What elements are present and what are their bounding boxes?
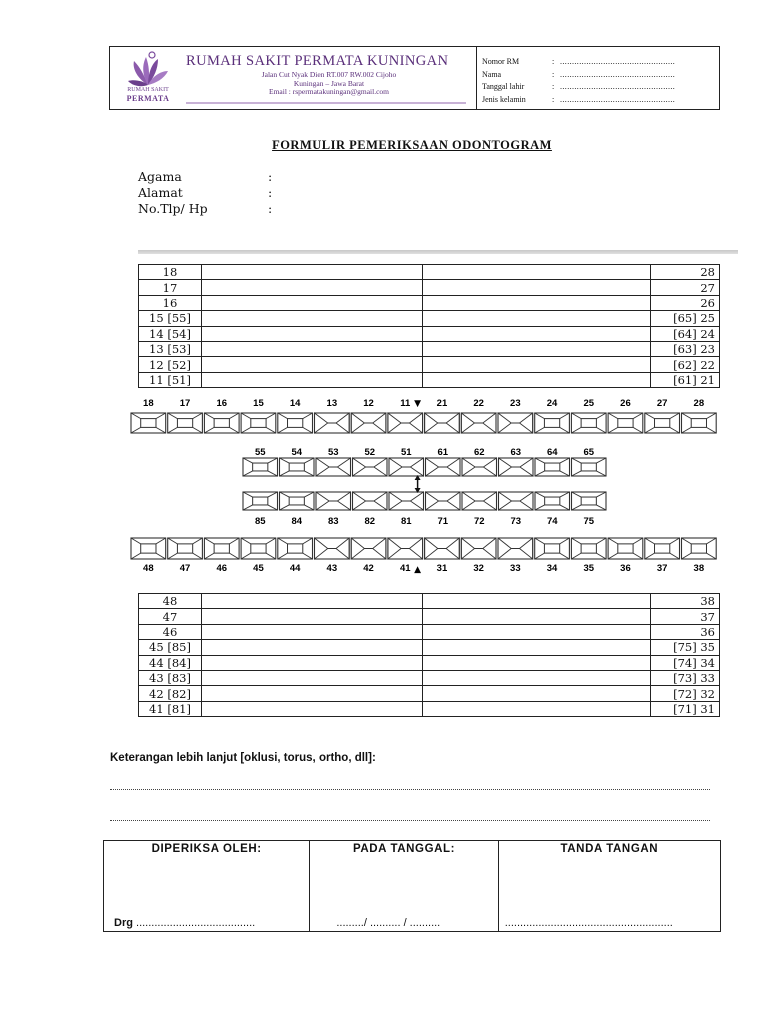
tooth-number-left: [65] 25 <box>651 311 720 326</box>
tooth-number-label: 21 <box>436 398 448 409</box>
tooth-53[interactable] <box>316 458 351 476</box>
tooth-12[interactable] <box>351 413 386 433</box>
tooth-23[interactable] <box>498 413 533 433</box>
tooth-number-left: [73] 33 <box>651 670 720 685</box>
tooth-number-label: 64 <box>546 447 558 458</box>
tooth-15[interactable] <box>241 413 276 433</box>
tooth-number-label: 16 <box>216 398 228 409</box>
tooth-46[interactable] <box>204 538 239 559</box>
tooth-35[interactable] <box>571 538 606 559</box>
tooth-18[interactable] <box>131 413 166 433</box>
tooth-number-label: 18 <box>143 398 154 409</box>
upper-teeth-table <box>138 264 720 388</box>
table-row <box>139 372 720 387</box>
info-label: No.Tlp/ Hp <box>138 201 208 216</box>
tooth-75[interactable] <box>572 492 607 510</box>
info-telepon[interactable] <box>138 201 272 216</box>
tooth-number-right: 12 [52] <box>139 357 202 372</box>
tooth-number-right: 48 <box>139 594 202 609</box>
tooth-number-label: 55 <box>254 447 266 458</box>
tooth-number-label: 13 <box>326 398 338 409</box>
form-title: FORMULIR PEMERIKSAAN ODONTOGRAM <box>272 138 552 152</box>
tooth-number-label: 63 <box>510 447 522 458</box>
hospital-identity <box>110 47 477 109</box>
address-line: Kuningan – Jawa Barat <box>293 78 365 88</box>
finding-cell-left[interactable] <box>423 265 651 280</box>
tooth-31[interactable] <box>425 538 460 559</box>
tooth-number-label: 46 <box>216 563 228 574</box>
finding-cell-left[interactable] <box>423 655 651 670</box>
finding-cell-left[interactable] <box>423 372 651 387</box>
tooth-51[interactable] <box>389 458 424 476</box>
finding-cell-right[interactable] <box>202 686 423 701</box>
signature-field[interactable]: ....................................................... <box>504 917 673 929</box>
tooth-number-label: 75 <box>583 516 595 527</box>
tooth-38[interactable] <box>682 538 717 559</box>
tooth-number-left: [72] 32 <box>651 686 720 701</box>
table-row <box>139 265 720 280</box>
table-row <box>139 686 720 701</box>
tooth-48[interactable] <box>131 538 166 559</box>
finding-cell-right[interactable] <box>202 655 423 670</box>
tooth-number-label: 85 <box>254 516 266 527</box>
tooth-number-label: 33 <box>510 563 521 574</box>
section-divider <box>138 250 738 254</box>
tooth-33[interactable] <box>498 538 533 559</box>
finding-cell-left[interactable] <box>423 326 651 341</box>
tooth-number-label: 31 <box>436 563 448 574</box>
tooth-number-label: 37 <box>656 563 668 574</box>
keterangan-line-2[interactable] <box>110 820 710 821</box>
finding-cell-left[interactable] <box>423 670 651 685</box>
table-row <box>139 341 720 356</box>
diperiksa-oleh-cell <box>104 841 310 931</box>
table-row <box>139 701 720 716</box>
hospital-address <box>186 71 472 97</box>
tooth-54[interactable] <box>280 458 315 476</box>
tooth-number-label: 36 <box>620 563 631 574</box>
tooth-number-label: 38 <box>693 563 705 574</box>
tooth-number-label: 15 <box>253 398 264 409</box>
tooth-73[interactable] <box>499 492 534 510</box>
tooth-number-left: 28 <box>651 265 720 280</box>
tooth-number-right: 13 [53] <box>139 341 202 356</box>
tooth-65[interactable] <box>572 458 607 476</box>
lower-teeth-table <box>138 593 720 717</box>
tooth-number-right: 14 [54] <box>139 326 202 341</box>
info-alamat[interactable] <box>138 185 272 200</box>
tooth-number-right: 47 <box>139 609 202 624</box>
tooth-28[interactable] <box>682 413 717 433</box>
tooth-number-label: 32 <box>473 563 484 574</box>
tooth-number-right: 16 <box>139 295 202 310</box>
tooth-number-right: 17 <box>139 280 202 295</box>
finding-cell-right[interactable] <box>202 326 423 341</box>
finding-cell-right[interactable] <box>202 701 423 716</box>
tooth-number-label: 17 <box>179 398 191 409</box>
table-row <box>139 655 720 670</box>
tooth-number-label: 11 <box>400 398 411 409</box>
tooth-45[interactable] <box>241 538 276 559</box>
tooth-number-label: 44 <box>289 563 301 574</box>
tooth-71[interactable] <box>426 492 461 510</box>
info-label: Agama <box>138 169 182 184</box>
tooth-47[interactable] <box>168 538 203 559</box>
diperiksa-oleh-header: DIPERIKSA OLEH: <box>151 843 262 855</box>
patient-fields <box>482 57 718 107</box>
info-label: Alamat <box>138 185 183 200</box>
odontogram-chart <box>130 388 730 578</box>
tooth-number-right: 45 [85] <box>139 640 202 655</box>
tooth-32[interactable] <box>461 538 496 559</box>
field-colon: : <box>552 57 555 66</box>
midline-arrow-up-icon: ▲ <box>414 565 422 575</box>
hospital-name: RUMAH SAKIT PERMATA KUNINGAN <box>186 53 449 69</box>
tooth-number-right: 41 [81] <box>139 701 202 716</box>
tooth-84[interactable] <box>280 492 315 510</box>
doctor-dots: ....................................... <box>136 917 256 929</box>
tooth-41[interactable] <box>388 538 423 559</box>
tooth-37[interactable] <box>645 538 680 559</box>
tooth-22[interactable] <box>461 413 496 433</box>
tooth-number-right: 42 [82] <box>139 686 202 701</box>
finding-cell-left[interactable] <box>423 311 651 326</box>
signature-table <box>103 840 721 932</box>
tooth-number-left: [63] 23 <box>651 341 720 356</box>
finding-cell-right[interactable] <box>202 640 423 655</box>
tooth-21[interactable] <box>425 413 460 433</box>
info-agama[interactable] <box>138 169 272 184</box>
tooth-82[interactable] <box>353 492 388 510</box>
field-nama[interactable] <box>482 70 718 83</box>
finding-cell-left[interactable] <box>423 280 651 295</box>
table-row <box>139 295 720 310</box>
tooth-number-left: 26 <box>651 295 720 310</box>
tooth-number-right: 44 [84] <box>139 655 202 670</box>
tooth-number-label: 81 <box>400 516 412 527</box>
finding-cell-left[interactable] <box>423 624 651 639</box>
finding-cell-right[interactable] <box>202 594 423 609</box>
tooth-34[interactable] <box>535 538 570 559</box>
logo-small-text: RUMAH SAKIT <box>127 87 169 93</box>
tooth-26[interactable] <box>608 413 643 433</box>
tooth-number-label: 43 <box>326 563 338 574</box>
field-dots: ................................................ <box>560 82 676 92</box>
pada-tanggal-cell <box>310 841 498 931</box>
finding-cell-right[interactable] <box>202 670 423 685</box>
field-dots: ................................................ <box>560 57 676 66</box>
tooth-number-right: 18 <box>139 265 202 280</box>
tooth-number-label: 51 <box>400 447 412 458</box>
tooth-81[interactable] <box>389 492 424 510</box>
tooth-13[interactable] <box>315 413 350 433</box>
field-tanggal-lahir[interactable] <box>482 82 718 95</box>
tooth-number-label: 25 <box>583 398 595 409</box>
finding-cell-right[interactable] <box>202 295 423 310</box>
tooth-number-label: 34 <box>546 563 558 574</box>
tooth-74[interactable] <box>535 492 570 510</box>
info-colon: : <box>268 185 273 200</box>
field-dots: ................................................ <box>560 69 676 79</box>
finding-cell-left[interactable] <box>423 295 651 310</box>
tooth-number-label: 82 <box>364 516 376 527</box>
tooth-number-left: 36 <box>651 624 720 639</box>
tooth-number-label: 26 <box>620 398 631 409</box>
tooth-62[interactable] <box>462 458 497 476</box>
address-line: Jalan Cut Nyak Dien RT.007 RW.002 Cijoho <box>261 70 397 79</box>
tooth-number-label: 73 <box>510 516 522 527</box>
table-row <box>139 311 720 326</box>
tanda-tangan-cell <box>499 841 720 931</box>
tooth-number-label: 61 <box>437 447 449 458</box>
tooth-number-left: [74] 34 <box>651 655 720 670</box>
table-row <box>139 280 720 295</box>
tooth-number-label: 83 <box>327 516 339 527</box>
tooth-number-left: [71] 31 <box>651 701 720 716</box>
tooth-number-label: 23 <box>510 398 521 409</box>
tooth-24[interactable] <box>535 413 570 433</box>
finding-cell-right[interactable] <box>202 341 423 356</box>
tooth-number-label: 53 <box>327 447 339 458</box>
header-box <box>109 46 720 110</box>
tooth-number-label: 65 <box>583 447 595 458</box>
tooth-number-left: [62] 22 <box>651 357 720 372</box>
header-divider <box>186 102 466 104</box>
tooth-number-right: 11 [51] <box>139 372 202 387</box>
field-label: Nomor RM <box>482 57 520 66</box>
field-colon: : <box>552 94 555 104</box>
table-row <box>139 640 720 655</box>
finding-cell-left[interactable] <box>423 701 651 716</box>
keterangan-line-1[interactable] <box>110 789 710 790</box>
tooth-27[interactable] <box>645 413 680 433</box>
finding-cell-right[interactable] <box>202 357 423 372</box>
finding-cell-right[interactable] <box>202 624 423 639</box>
table-row <box>139 594 720 609</box>
info-colon: : <box>268 201 273 216</box>
table-row <box>139 624 720 639</box>
tooth-64[interactable] <box>535 458 570 476</box>
tooth-85[interactable] <box>243 492 278 510</box>
tooth-number-label: 74 <box>546 516 558 527</box>
finding-cell-left[interactable] <box>423 640 651 655</box>
finding-cell-left[interactable] <box>423 341 651 356</box>
tooth-63[interactable] <box>499 458 534 476</box>
finding-cell-left[interactable] <box>423 594 651 609</box>
finding-cell-left[interactable] <box>423 686 651 701</box>
tooth-number-left: [64] 24 <box>651 326 720 341</box>
field-label: Jenis kelamin <box>482 94 526 104</box>
finding-cell-right[interactable] <box>202 265 423 280</box>
field-label: Tanggal lahir <box>482 82 525 92</box>
tooth-61[interactable] <box>426 458 461 476</box>
table-row <box>139 326 720 341</box>
pada-tanggal-header: PADA TANGGAL: <box>352 843 456 855</box>
tooth-number-label: 28 <box>693 398 705 409</box>
tooth-number-left: [61] 21 <box>651 372 720 387</box>
info-colon: : <box>268 169 273 184</box>
tooth-number-right: 43 [83] <box>139 670 202 685</box>
tooth-number-label: 24 <box>546 398 558 409</box>
tooth-number-label: 48 <box>143 563 154 574</box>
date-field[interactable]: ........./ .......... / .......... <box>336 917 441 929</box>
tanda-tangan-header: TANDA TANGAN <box>560 843 659 855</box>
tooth-43[interactable] <box>315 538 350 559</box>
tooth-number-right: 15 [55] <box>139 311 202 326</box>
tooth-number-label: 84 <box>291 516 303 527</box>
tooth-44[interactable] <box>278 538 313 559</box>
tooth-52[interactable] <box>353 458 388 476</box>
table-row <box>139 670 720 685</box>
midline-arrow-down-icon: ▼ <box>414 399 422 409</box>
finding-cell-left[interactable] <box>423 357 651 372</box>
finding-cell-right[interactable] <box>202 311 423 326</box>
tooth-number-label: 54 <box>291 447 303 458</box>
tooth-17[interactable] <box>168 413 203 433</box>
tooth-number-label: 35 <box>583 563 595 574</box>
tooth-55[interactable] <box>243 458 278 476</box>
tooth-number-label: 12 <box>363 398 374 409</box>
field-colon: : <box>552 82 555 92</box>
tooth-36[interactable] <box>608 538 643 559</box>
table-row <box>139 357 720 372</box>
tooth-number-label: 52 <box>364 447 376 458</box>
tooth-16[interactable] <box>204 413 239 433</box>
doctor-prefix: Drg <box>114 917 133 929</box>
field-dots: ................................................ <box>560 94 676 104</box>
tooth-number-label: 62 <box>473 447 485 458</box>
address-email: Email : rspermatakuningan@gmail.com <box>269 87 389 97</box>
tooth-number-label: 14 <box>289 398 301 409</box>
tooth-83[interactable] <box>316 492 351 510</box>
keterangan-label: Keterangan lebih lanjut [oklusi, torus, ortho, dll]: <box>110 752 376 764</box>
tooth-42[interactable] <box>351 538 386 559</box>
tooth-number-label: 47 <box>179 563 191 574</box>
tooth-14[interactable] <box>278 413 313 433</box>
finding-cell-left[interactable] <box>423 609 651 624</box>
finding-cell-right[interactable] <box>202 280 423 295</box>
tooth-72[interactable] <box>462 492 497 510</box>
logo-brand: PERMATA <box>126 94 170 103</box>
table-row <box>139 609 720 624</box>
tooth-number-label: 42 <box>363 563 374 574</box>
tooth-25[interactable] <box>571 413 606 433</box>
tooth-number-label: 27 <box>656 398 668 409</box>
tooth-number-label: 71 <box>437 516 449 527</box>
tooth-number-left: 37 <box>651 609 720 624</box>
tooth-number-left: [75] 35 <box>651 640 720 655</box>
doctor-name-field[interactable] <box>114 917 255 929</box>
tooth-11[interactable] <box>388 413 423 433</box>
field-nomor-rm[interactable] <box>482 57 718 70</box>
field-label: Nama <box>482 69 502 79</box>
tooth-number-right: 46 <box>139 624 202 639</box>
finding-cell-right[interactable] <box>202 609 423 624</box>
finding-cell-right[interactable] <box>202 372 423 387</box>
tooth-number-label: 72 <box>473 516 485 527</box>
tooth-number-label: 22 <box>473 398 484 409</box>
field-colon: : <box>552 69 555 79</box>
tooth-number-left: 38 <box>651 594 720 609</box>
field-jenis-kelamin[interactable] <box>482 95 718 108</box>
tooth-number-label: 41 <box>399 563 411 574</box>
tooth-number-label: 45 <box>253 563 264 574</box>
tooth-number-left: 27 <box>651 280 720 295</box>
